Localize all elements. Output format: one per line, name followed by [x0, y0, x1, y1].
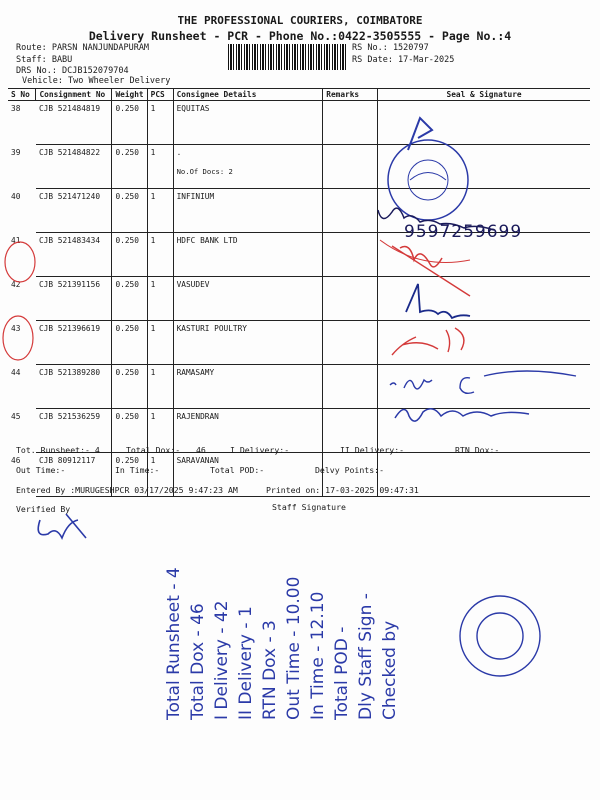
- row-sno: 38: [11, 104, 21, 113]
- in-time: In Time:-: [115, 465, 160, 475]
- entered-by: Entered By :MURUGESHPCR 03/17/2025 9:47:23 AM: [16, 485, 238, 495]
- consignee-name: EQUITAS: [176, 104, 210, 113]
- company-stamp: [388, 140, 468, 220]
- row-pcs: 1: [147, 277, 173, 321]
- row-sno: 40: [11, 191, 21, 201]
- vehicle: Vehicle: Two Wheeler Delivery: [22, 76, 171, 86]
- col-remarks: Remarks: [323, 89, 378, 101]
- row-sno: 44: [11, 367, 21, 377]
- company-name: THE PROFESSIONAL COURIERS, COIMBATORE: [177, 14, 423, 27]
- runsheet-title: Delivery Runsheet - PCR - Phone No.:0422-3505555 - Page No.:4: [88, 29, 512, 43]
- rs-number: RS No.: 1520797: [352, 43, 429, 53]
- row-weight: 0.250: [112, 453, 147, 497]
- consignee-name: KASTURI POULTRY: [176, 324, 248, 333]
- row-weight: 0.250: [112, 277, 147, 321]
- printed-on: Printed on: 17-03-2025 09:47:31: [266, 485, 419, 495]
- col-consignment: Consignment No: [36, 89, 112, 101]
- row-sno: 46: [11, 455, 21, 465]
- col-weight: Weight: [112, 89, 147, 101]
- row-consignment: CJB 521484822: [36, 145, 112, 189]
- signature-scribble: [390, 371, 576, 393]
- total-dox-value: 46: [196, 445, 206, 455]
- row-consignment: CJB 521391156: [36, 277, 112, 321]
- row-weight: 0.250: [112, 101, 147, 145]
- red-circle-mark: [3, 316, 33, 360]
- summary-line: Dly Staff Sign -: [356, 593, 376, 720]
- col-pcs: PCS: [147, 89, 173, 101]
- signature-scribble: [38, 514, 86, 538]
- row-weight: 0.250: [112, 321, 147, 365]
- total-runsheet: Tot. Runsheet:- 4: [16, 445, 100, 455]
- consignee-name: INFINIUM: [176, 192, 215, 201]
- consignee-name: HDFC BANK LTD: [176, 236, 238, 245]
- handwritten-summary: [162, 567, 402, 720]
- signature-scribble: [408, 118, 432, 150]
- row-weight: 0.250: [112, 409, 147, 453]
- handwritten-phone: 9597259699: [404, 222, 523, 242]
- col-sno: S No: [8, 89, 36, 101]
- drs-number: DRS No.: DCJB152079704: [16, 66, 129, 76]
- consignee-name: RAJENDRAN: [176, 412, 219, 421]
- red-circle-mark: [5, 242, 35, 282]
- summary-line: Total Dox - 46: [188, 603, 208, 720]
- row-weight: 0.250: [112, 365, 147, 409]
- row-consignment: CJB 521483434: [36, 233, 112, 277]
- total-pod: Total POD:-: [210, 465, 265, 475]
- row-consignment: CJB 521471240: [36, 189, 112, 233]
- ii-delivery: II Delivery:-: [340, 445, 405, 455]
- row-weight: 0.250: [112, 145, 147, 189]
- route: Route: PARSN NANJUNDAPURAM: [16, 43, 150, 53]
- row-sno: 45: [11, 411, 21, 421]
- row-sno: 41: [11, 235, 21, 245]
- row-pcs: 1: [147, 233, 173, 277]
- signature-scribble: [395, 409, 529, 421]
- row-pcs: 1: [147, 101, 173, 145]
- row-pcs: 1: [147, 365, 173, 409]
- row-weight: 0.250: [112, 189, 147, 233]
- red-hd-mark: [392, 328, 464, 355]
- consignee-name: RAMASAMY: [176, 368, 215, 377]
- rs-date: RS Date: 17-Mar-2025: [352, 55, 455, 65]
- summary-line: Total Runsheet - 4: [164, 567, 184, 720]
- row-pcs: 1: [147, 453, 173, 497]
- summary-line: I Delivery - 42: [212, 600, 232, 720]
- row-consignment: CJB 521536259: [36, 409, 112, 453]
- consignee-name: .: [176, 148, 182, 157]
- col-seal-signature: Seal & Signature: [378, 89, 590, 101]
- row-pcs: 1: [147, 321, 173, 365]
- consignee-name: VASUDEV: [176, 280, 210, 289]
- row-pcs: 1: [147, 409, 173, 453]
- verified-by: Verified By: [16, 504, 71, 514]
- rtn-dox: RTN Dox:-: [455, 445, 500, 455]
- summary-line: RTN Dox - 3: [260, 620, 280, 720]
- summary-line: Total POD -: [332, 626, 352, 720]
- row-sno: 39: [11, 147, 21, 157]
- summary-line: II Delivery - 1: [236, 606, 256, 720]
- row-pcs: 1: [147, 145, 173, 189]
- row-consignment: CJB 80912117: [36, 453, 112, 497]
- summary-line: In Time - 12.10: [308, 591, 328, 720]
- row-sno: 42: [11, 279, 21, 289]
- consignee-name: SARAVANAN: [176, 456, 219, 465]
- total-dox: Total Dox:-: [126, 445, 181, 455]
- col-consignee: Consignee Details: [173, 89, 323, 101]
- row-sno: 43: [11, 323, 21, 333]
- row-consignment: CJB 521389280: [36, 365, 112, 409]
- pcr-stamp: [460, 596, 540, 676]
- docs-count: No.Of Docs: 2: [176, 167, 233, 176]
- red-strike: [380, 240, 470, 263]
- out-time: Out Time:-: [16, 465, 66, 475]
- row-pcs: 1: [147, 189, 173, 233]
- i-delivery: I Delivery:-: [230, 445, 290, 455]
- summary-line: Out Time - 10.00: [284, 576, 304, 720]
- staff: Staff: BABU: [16, 55, 73, 65]
- staff-signature-label: Staff Signature: [272, 502, 346, 512]
- row-weight: 0.250: [112, 233, 147, 277]
- row-consignment: CJB 521484819: [36, 101, 112, 145]
- row-consignment: CJB 521396619: [36, 321, 112, 365]
- summary-line: Checked by: [380, 620, 400, 720]
- delivery-points: Delvy Points:-: [315, 465, 385, 475]
